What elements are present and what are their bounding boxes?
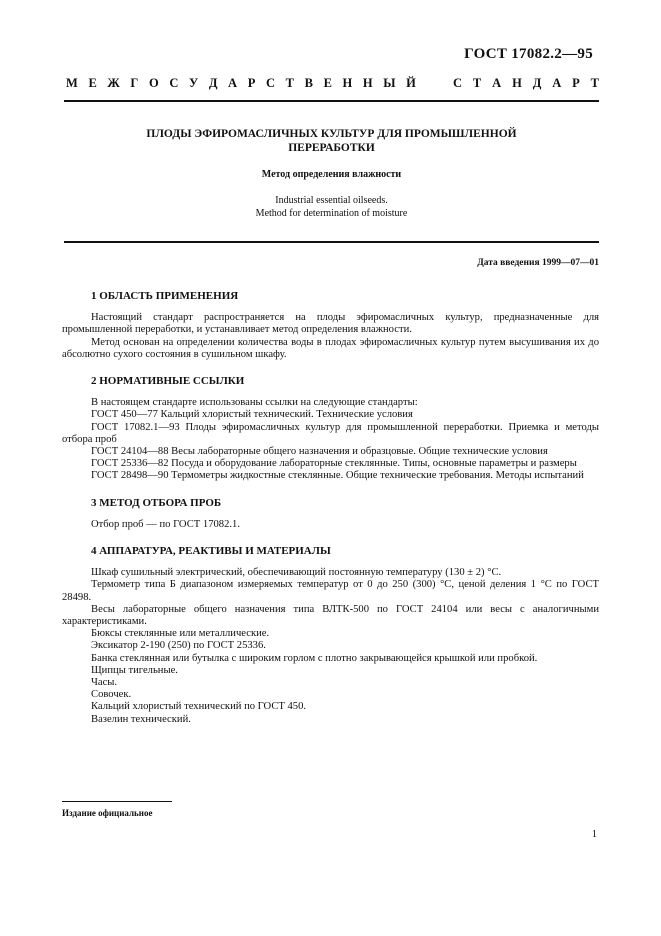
equipment-item: Бюксы стеклянные или металлические. <box>91 628 270 640</box>
banner-letter: Й <box>406 76 416 90</box>
english-title-line-1: Industrial essential oilseeds. <box>275 195 388 206</box>
english-title <box>64 195 599 220</box>
banner-letter: А <box>228 76 238 90</box>
section-2-heading: 2 НОРМАТИВНЫЕ ССЫЛКИ <box>91 375 245 388</box>
reference-item: ГОСТ 17082.1—93 Плоды эфиромасличных культур для промышленной переработки. Приемка и методы отбора проб <box>62 421 599 445</box>
banner-letter: С <box>453 76 463 90</box>
section-2-intro: В настоящем стандарте использованы ссылки на следующие стандарты: <box>91 397 418 409</box>
reference-item: ГОСТ 25336—82 Посуда и оборудование лабораторные стеклянные. Типы, основные параметры и размеры <box>91 458 577 470</box>
section-4-heading: 4 АППАРАТУРА, РЕАКТИВЫ И МАТЕРИАЛЫ <box>91 545 331 558</box>
banner-letter: Р <box>247 76 256 90</box>
page-number: 1 <box>591 829 597 840</box>
equipment-item: Часы. <box>91 677 118 689</box>
banner-letter: С <box>265 76 275 90</box>
equipment-item: Банка стеклянная или бутылка с широким горлом с плотно закрывающейся крышкой или пробкой. <box>91 652 538 664</box>
title-line-2: ПЕРЕРАБОТКИ <box>288 142 375 154</box>
interstate-word-2 <box>453 76 599 91</box>
section-3-heading: 3 МЕТОД ОТБОРА ПРОБ <box>91 496 222 509</box>
equipment-item: Весы лабораторные общего назначения типа ВЛТК-500 по ГОСТ 24104 или весы с аналогичными характеристиками. <box>62 603 599 628</box>
banner-letter: Т <box>285 76 294 90</box>
equipment-item: Термометр типа Б диапазоном измеряемых температур от 0 до 250 (300) °С, ценой деления 1 °С по ГОСТ 28498. <box>62 579 599 603</box>
reference-item: ГОСТ 28498—90 Термометры жидкостные стеклянные. Общие технические требования. Методы испытаний <box>91 470 584 482</box>
top-divider <box>64 100 599 102</box>
equipment-item: Кальций хлористый технический по ГОСТ 450. <box>91 701 307 713</box>
banner-letter: Н <box>342 76 353 90</box>
footer-divider <box>62 801 172 802</box>
banner-letter: С <box>169 76 179 90</box>
reference-item: ГОСТ 24104—88 Весы лабораторные общего назначения и образцовые. Общие технические условия <box>91 446 548 458</box>
section-1-paragraph: Настоящий стандарт распространяется на плоды эфиромасличных культур, предназначенные для промышленной переработки, и устанавливает метод определения влажности. <box>62 312 599 336</box>
banner-letter: Е <box>323 76 332 90</box>
official-edition-label: Издание официальное <box>62 808 153 818</box>
banner-letter: У <box>189 76 199 90</box>
introduction-date: Дата введения 1999—07—01 <box>477 258 599 268</box>
reference-item: ГОСТ 450—77 Кальций хлористый технический. Технические условия <box>91 409 413 421</box>
banner-letter: Г <box>130 76 139 90</box>
equipment-item: Шкаф сушильный электрический, обеспечивающий постоянную температуру (130 ± 2) °С. <box>91 567 502 579</box>
interstate-standard-banner <box>66 76 599 91</box>
banner-letter: Ж <box>107 76 120 90</box>
interstate-word-1 <box>66 76 416 91</box>
document-title <box>64 127 599 155</box>
document-code: ГОСТ 17082.2—95 <box>464 46 593 62</box>
banner-letter: О <box>148 76 159 90</box>
equipment-item: Совочек. <box>91 689 132 701</box>
banner-letter: Ы <box>383 76 396 90</box>
banner-letter: Т <box>472 76 482 90</box>
english-title-line-2: Method for determination of moisture <box>255 207 408 219</box>
banner-letter: Т <box>590 76 599 90</box>
section-1-heading: 1 ОБЛАСТЬ ПРИМЕНЕНИЯ <box>91 290 239 302</box>
banner-letter: В <box>304 76 313 90</box>
banner-letter: Н <box>362 76 373 90</box>
banner-letter: Е <box>88 76 97 90</box>
document-body <box>62 290 599 726</box>
equipment-item: Щипцы тигельные. <box>91 664 178 676</box>
banner-letter: Д <box>532 76 542 90</box>
section-1-paragraph: Метод основан на определении количества воды в плодах эфиромасличных культур путем высушивания их до абсолютно сухого состояния в сушильном шкафу. <box>62 336 599 360</box>
equipment-item: Эксикатор 2-190 (250) по ГОСТ 25336. <box>91 640 266 652</box>
banner-letter: Н <box>512 76 522 90</box>
document-subtitle: Метод определения влажности <box>261 169 402 180</box>
banner-letter: М <box>66 76 78 90</box>
banner-letter: Р <box>572 76 580 90</box>
banner-letter: А <box>492 76 502 90</box>
section-3-text: Отбор проб — по ГОСТ 17082.1. <box>91 518 240 530</box>
title-line-1: ПЛОДЫ ЭФИРОМАСЛИЧНЫХ КУЛЬТУР ДЛЯ ПРОМЫШЛЕННОЙ <box>146 128 517 140</box>
equipment-item: Вазелин технический. <box>91 713 191 725</box>
title-divider <box>64 241 599 243</box>
banner-letter: Д <box>208 76 218 90</box>
banner-letter: А <box>552 76 562 90</box>
